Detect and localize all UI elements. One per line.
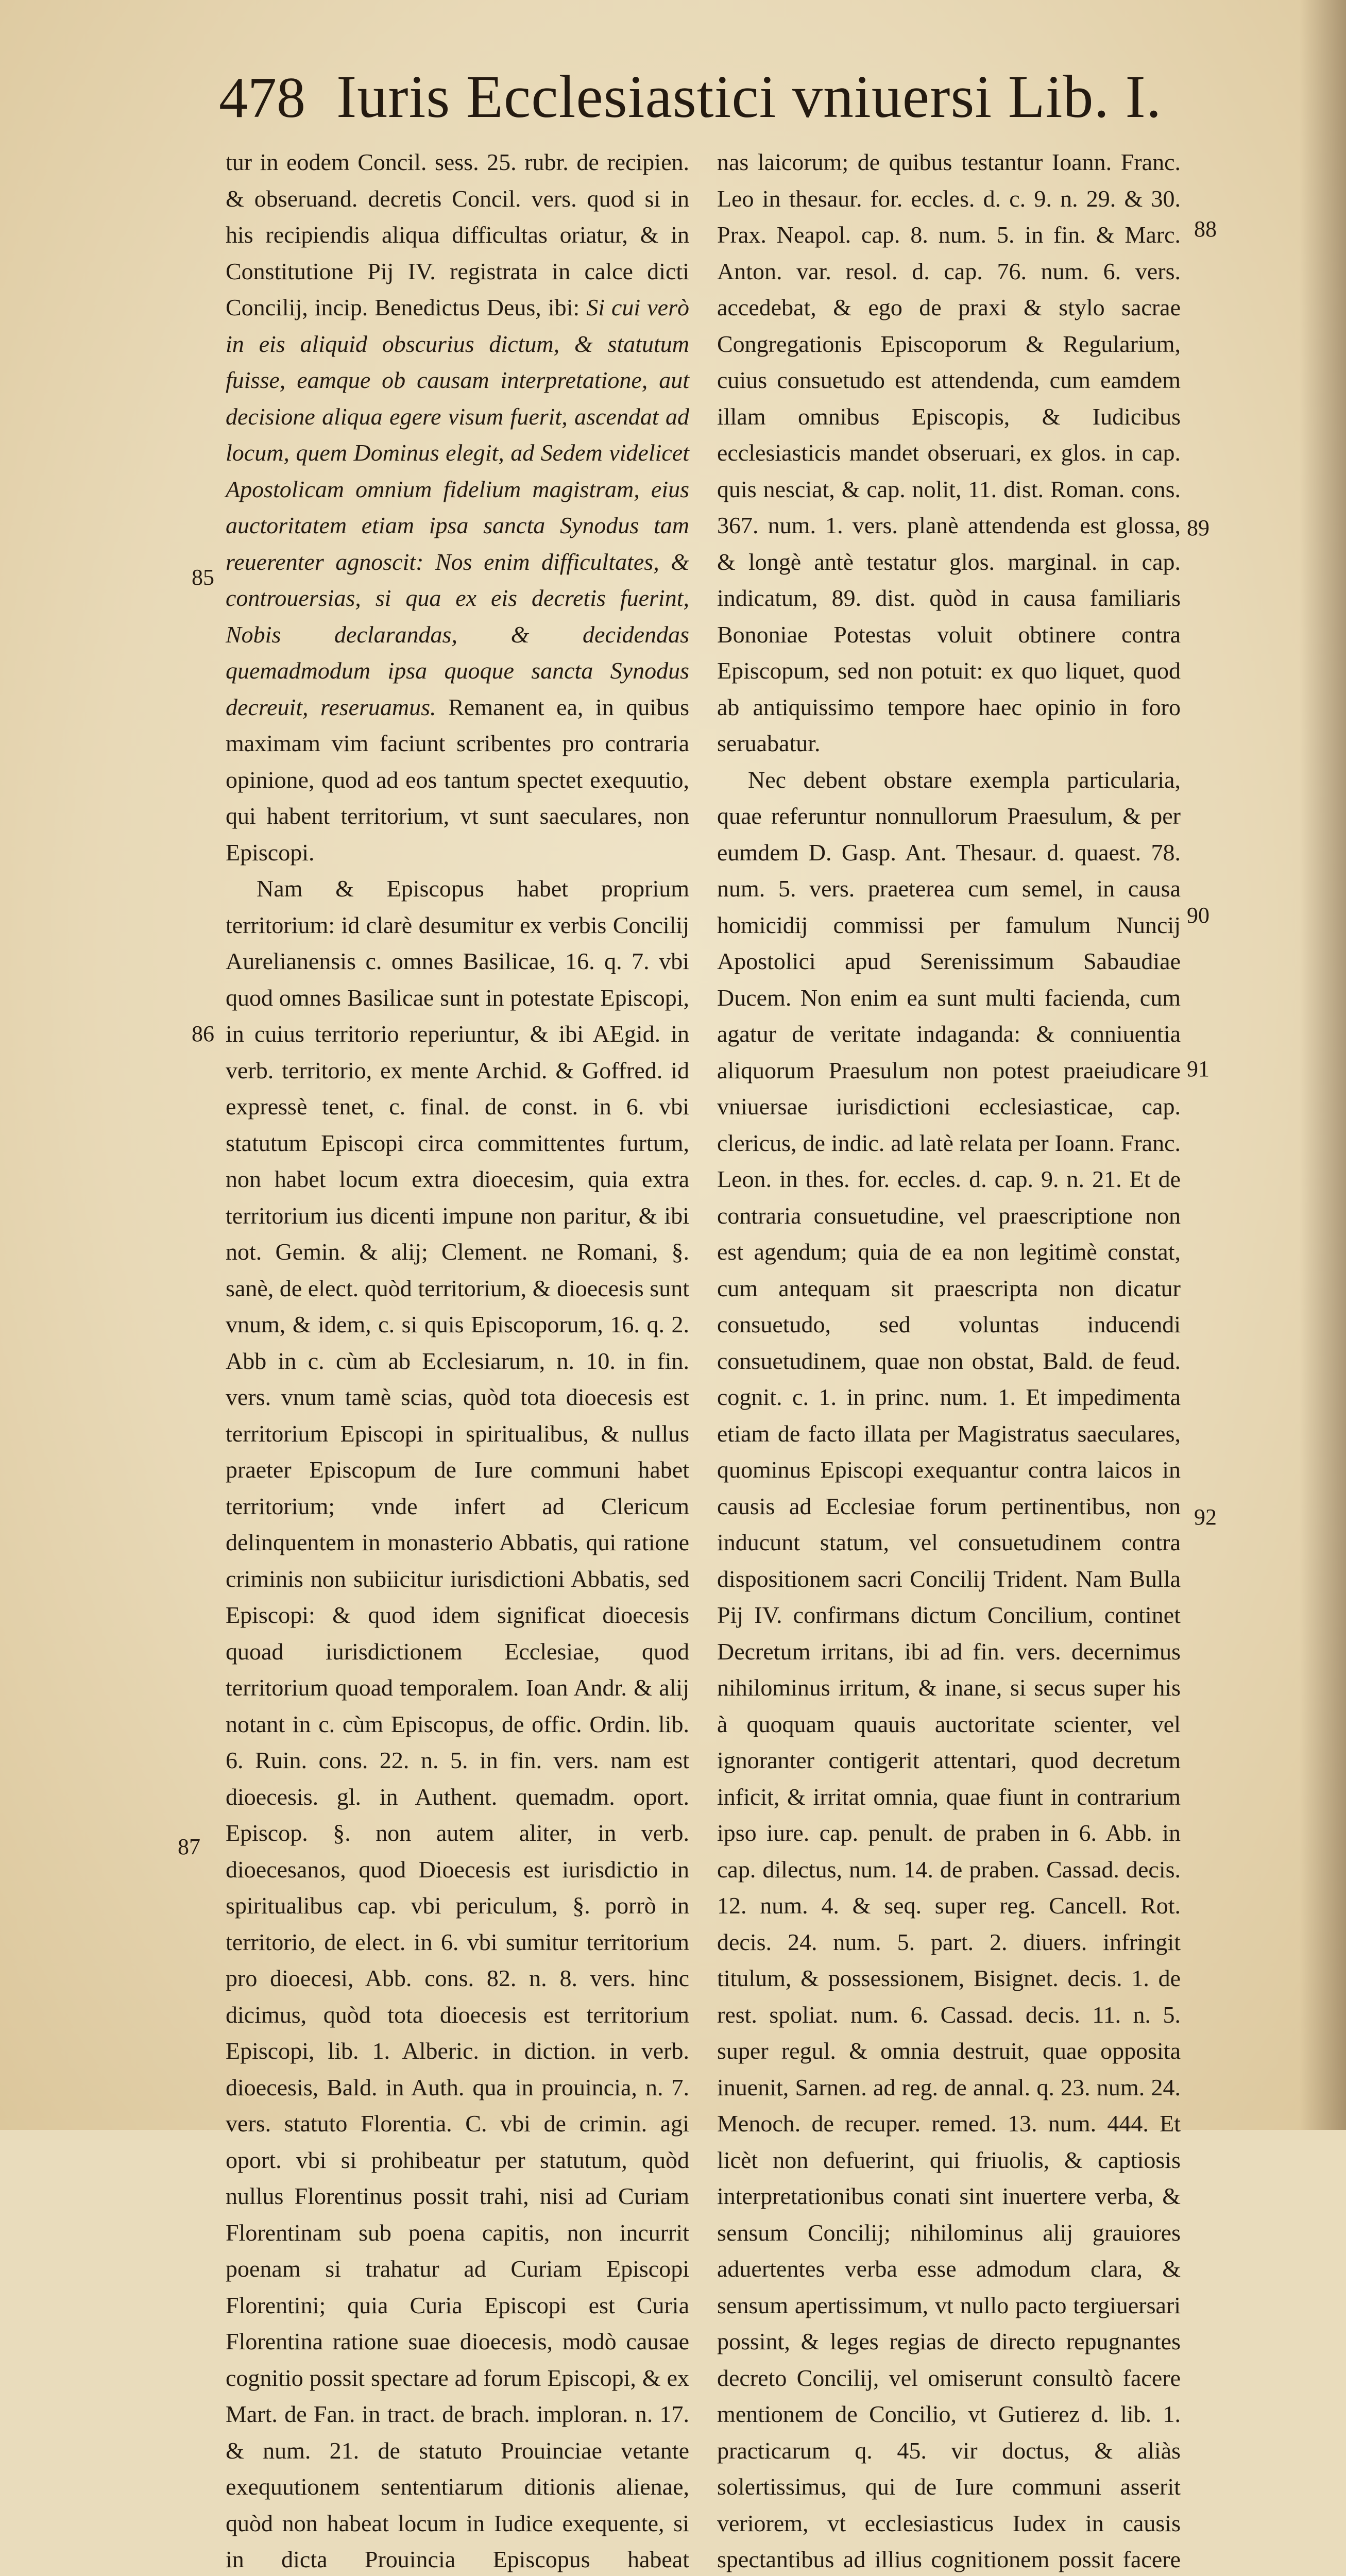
quotation-italic: Si cui verò in eis aliquid obscurius dictum, & statutum fuisse, eamque ob causam interpretatione, aut decisione aliqua egere visum fuerit, ascendat ad locum, quem Dominus elegit, ad Sedem videlicet Apostolicam omnium fidelium magistram, eius auctoritatem etiam ipsa sancta Synodus tam reuerenter agnoscit: Nos enim difficultates, & controuersias, si qua ex eis decretis fuerint, Nobis declarandas, & decidendas quemadmodum ipsa quoque sancta Synodus decreuit, reseruamus. bbox=[226, 294, 689, 720]
margin-number: 91 bbox=[1187, 1056, 1209, 1082]
page-number: 478 bbox=[219, 65, 305, 131]
paragraph-text: Remanent ea, in quibus maximam vim faciunt scribentes pro contraria opinione, quod ad eos tantum spectet exequutio, qui habent territorium, vt sunt saeculares, non Episcopi. bbox=[226, 694, 689, 866]
running-title: Iuris Ecclesiastici vniuersi Lib. I. bbox=[336, 62, 1162, 132]
margin-number: 90 bbox=[1187, 903, 1209, 928]
margin-number: 92 bbox=[1194, 1504, 1217, 1530]
page-edge-shadow bbox=[1300, 0, 1346, 2130]
margin-number: 85 bbox=[192, 565, 214, 590]
paragraph: Nam & Episcopus habet proprium territorium: id clarè desumitur ex verbis Concilij Aurelianensis c. omnes Basilicae, 16. q. 7. vbi quod omnes Basilicae sunt in potestate Episcopi, in cuius territorio reperiuntur, & ibi AEgid. in verb. territorio, ex mente Archid. & Goffred. id expressè tenet, c. final. de const. in 6. vbi statutum Episcopi circa committentes furtum, non habet locum extra dioecesim, quia extra territorium ius dicenti impune non paritur, & ibi not. Gemin. & alij; Clement. ne Romani, §. sanè, de elect. quòd territorium, & dioecesis sunt vnum, & idem, c. si quis Episcoporum, 16. q. 2. Abb in c. cùm ab Ecclesiarum, n. 10. in fin. vers. vnum tamè scias, quòd tota dioecesis est territorium Episcopi in spiritualibus, & nullus praeter Episcopum de Iure communi habet territorium; vnde infert ad Clericum delinquentem in monasterio Abbatis, qui ratione criminis non subiicitur iurisdictioni Abbatis, sed Episcopi: & quod idem significat dioecesis quoad iurisdictionem Ecclesiae, quod territorium quoad temporalem. Ioan Andr. & alij notant in c. cùm Episcopus, de offic. Ordin. lib. 6. Ruin. cons. 22. n. 5. in fin. vers. nam est dioecesis. gl. in Authent. quemadm. oport. Episcop. §. non autem aliter, in verb. dioecesanos, quod Dioecesis est iurisdictio in spiritualibus cap. vbi periculum, §. porrò in territorio, de elect. in 6. vbi sumitur territorium pro dioecesi, Abb. cons. 82. n. 8. vers. hinc dicimus, quòd tota dioecesis est territorium Episcopi, lib. 1. Alberic. in diction. in verb. dioecesis, Bald. in Auth. qua in prouincia, n. 7. vers. statuto Florentia. C. vbi de crimin. agi oport. vbi si prohibeatur per statutum, quòd nullus Florentinus possit trahi, nisi ad Curiam Florentinam sub poena capitis, non incurrit poenam si trahatur ad Curiam Episcopi Florentini; quia Curia Episcopi est Curia Florentina ratione suae dioecesis, modò causae cognitio possit spectare ad forum Episcopi, & ex Mart. de Fan. in tract. de brach. imploran. n. 17. & num. 21. de statuto Prouinciae vetante exequutionem sententiarum ditionis alienae, quòd non habeat locum in Iudice exequente, si in dicta Prouincia Episcopus habeat bbox=[226, 871, 689, 2576]
margin-number: 87 bbox=[178, 1834, 200, 1860]
paragraph-text: tur in eodem Concil. sess. 25. rubr. de recipien. & obseruand. decretis Concil. vers. quod si in his recipiendis aliqua difficultas oriatur, & in Constitutione Pij IV. registrata in calce dicti Concilij, incip. Benedictus Deus, ibi: bbox=[226, 149, 689, 320]
left-column bbox=[226, 144, 689, 2061]
margin-number: 88 bbox=[1194, 216, 1217, 242]
paragraph: Nec debent obstare exempla particularia, quae referuntur nonnullorum Praesulum, & per eumdem D. Gasp. Ant. Thesaur. d. quaest. 78. num. 5. vers. praeterea cum semel, in causa homicidij commissi per famulum Nuncij Apostolici apud Serenissimum Sabaudiae Ducem. Non enim ea sunt multi facienda, cum agatur de veritate indaganda: & conniuentia aliquorum Praesulum non potest praeiudicare vniuersae iurisdictioni ecclesiasticae, cap. clericus, de indic. ad latè relata per Ioann. Franc. Leon. in thes. for. eccles. d. cap. 9. n. 21. Et de contraria consuetudine, vel praescriptione non est agendum; quia de ea non legitimè constat, cum antequam sit praescripta non dicatur consuetudo, sed voluntas inducendi consuetudinem, quae non obstat, Bald. de feud. cognit. c. 1. in princ. num. 1. Et impedimenta etiam de facto illata per Magistratus saeculares, quominus Episcopi exequantur contra laicos in causis ad Ecclesiae forum pertinentibus, non inducunt statum, vel consuetudinem contra dispositionem sacri Concilij Trident. Nam Bulla Pij IV. confirmans dictum Concilium, continet Decretum irritans, ibi ad fin. vers. decernimus nihilominus irritum, & inane, si secus super his à quoquam quauis auctoritate scienter, vel ignoranter contigerit attentari, quod decretum inficit, & irritat omnia, quae fiunt in contrarium ipso iure. cap. penult. de praben in 6. Abb. in cap. dilectus, num. 14. de praben. Cassad. decis. 12. num. 4. & seq. super reg. Cancell. Rot. decis. 24. num. 5. part. 2. diuers. infringit titulum, & possessionem, Bisignet. decis. 1. de rest. spoliat. num. 6. Cassad. decis. 11. n. 5. super regul. & omnia destruit, quae opposita inuenit, Sarnen. ad reg. de annal. q. 23. num. 24. Menoch. de recuper. remed. 13. num. 444. Et licèt non defuerint, qui friuolis, & captiosis interpretationibus conati sint inuertere verba, & sensum Concilij; nihilominus alij grauiores aduertentes verba esse admodum clara, & sensum apertissimum, vt nullo pacto tergiuersari possint, & leges regias de directo repugnantes decreto Concilij, vel omiserunt consultò facere mentionem de Concilio, vt Gutierez d. lib. 1. practicarum q. 45. vir doctus, & aliàs solertissimus, qui de Iure communi asserit veriorem, vt ecclesiasticus Iudex in causis spectantibus ad illius cognitionem possit facere bbox=[717, 762, 1181, 2576]
margin-number: 89 bbox=[1187, 515, 1209, 541]
right-column bbox=[717, 144, 1181, 2061]
paragraph: nas laicorum; de quibus testantur Ioann. Franc. Leo in thesaur. for. eccles. d. c. 9. n. 29. & 30. Prax. Neapol. cap. 8. num. 5. in fin. & Marc. Anton. var. resol. d. cap. 76. num. 6. vers. accedebat, & ego de praxi & stylo sacrae Congregationis Episcoporum & Regularium, cuius consuetudo est attendenda, cum eamdem illam omnibus Episcopis, & Iudicibus ecclesiasticis mandet obseruari, ex glos. in cap. quis nesciat, & cap. nolit, 11. dist. Roman. cons. 367. num. 1. vers. planè attendenda est glossa, & longè antè testatur glos. marginal. in cap. indicatum, 89. dist. quòd in causa familiaris Bononiae Potestas voluit obtinere contra Episcopum, sed non potuit: ex quo liquet, quod ab antiquissimo tempore haec opinio in foro seruabatur. bbox=[717, 144, 1181, 762]
running-head bbox=[219, 62, 1198, 139]
paragraph bbox=[226, 144, 689, 871]
margin-number: 86 bbox=[192, 1021, 214, 1047]
